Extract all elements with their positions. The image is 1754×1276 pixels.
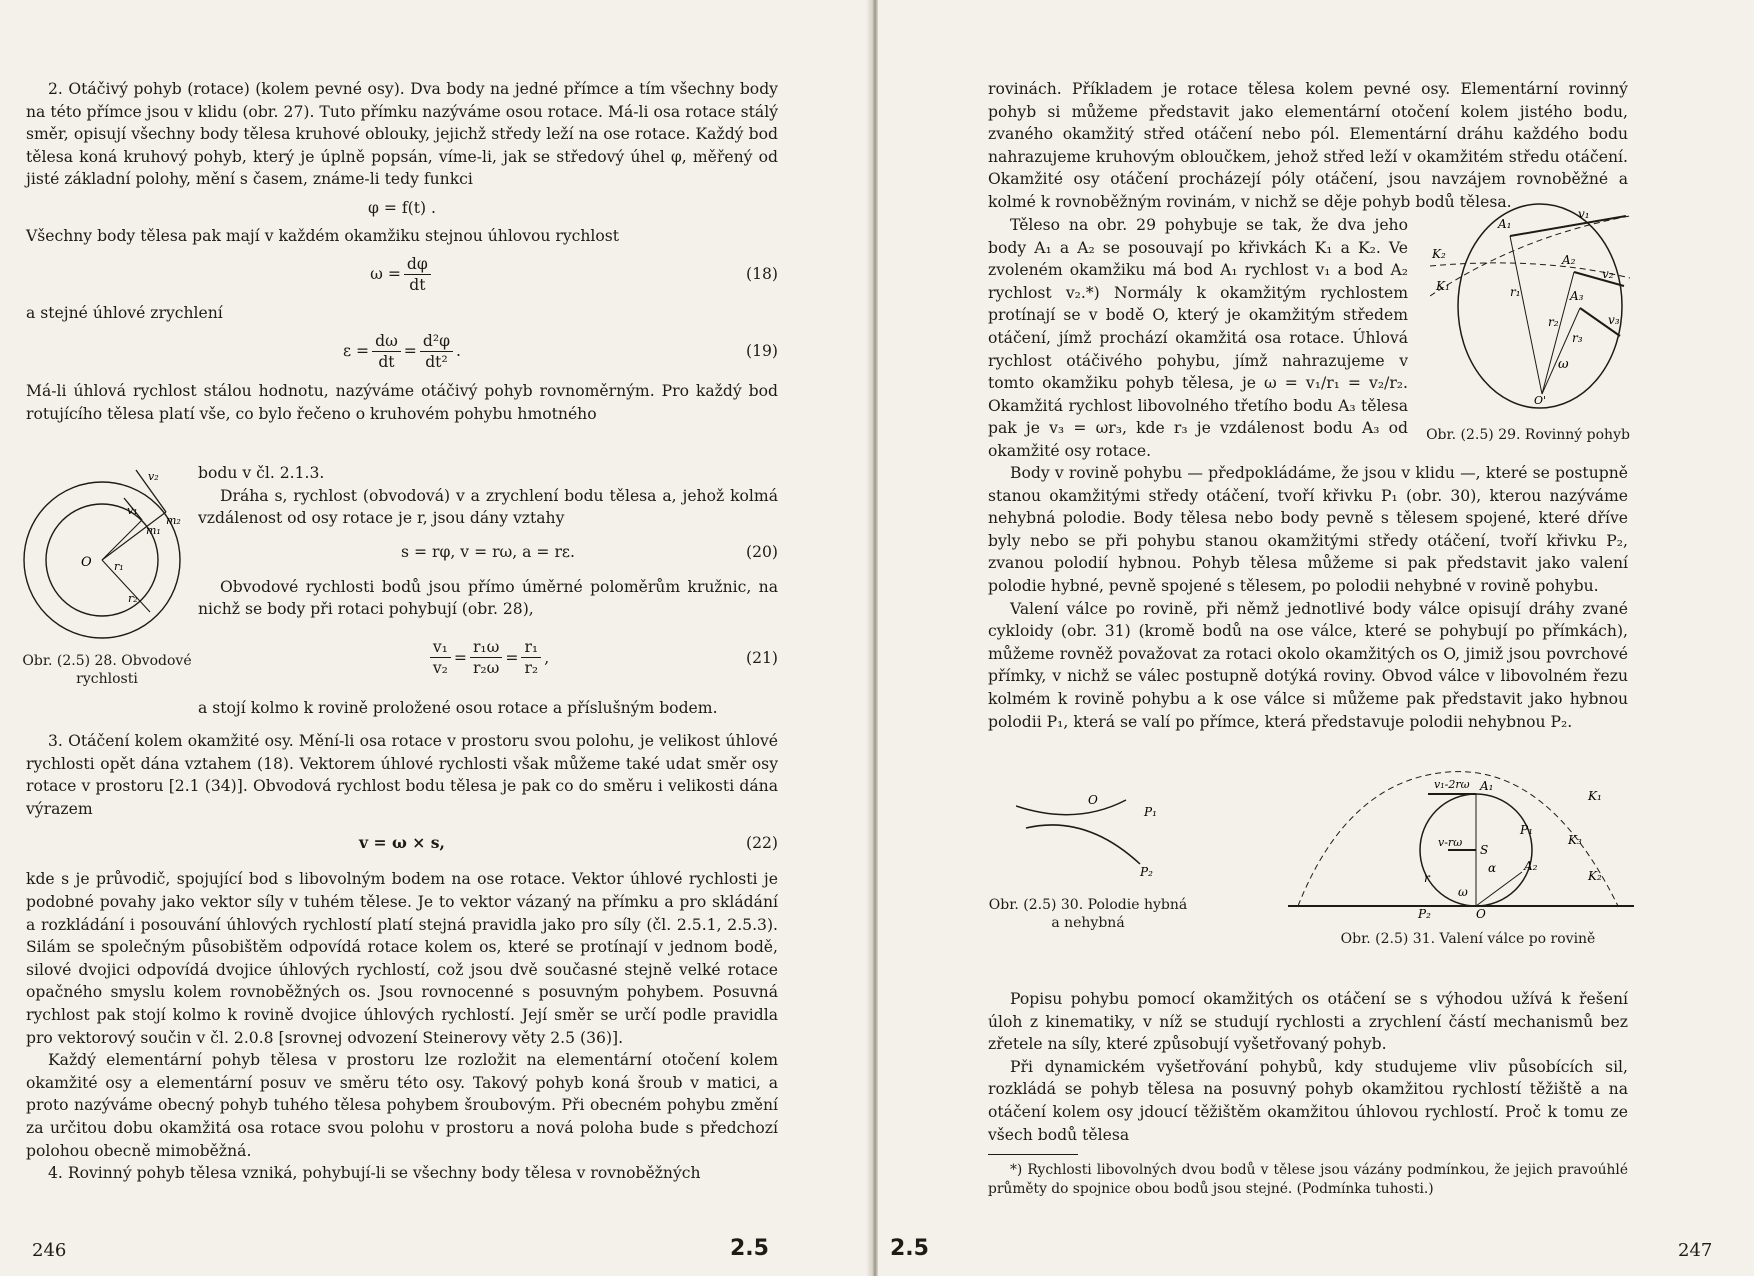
- fig28-label-r2: r₂: [128, 592, 138, 605]
- figure-28-caption: Obr. (2.5) 28. Obvodové rychlosti: [22, 653, 192, 687]
- fig29-label-a1: A₁: [1498, 217, 1512, 231]
- eq19-den2: dt²: [425, 352, 448, 371]
- paragraph-perp: a stojí kolmo k rovině proložené osou rotace a příslušným bodem.: [198, 698, 718, 717]
- eq18-fraction: [404, 254, 431, 295]
- equation-21: [198, 633, 778, 683]
- fig31-label-k2: K₂: [1588, 869, 1602, 883]
- eq19-den1: dt: [378, 352, 395, 371]
- paragraph-planar: 4. Rovinný pohyb tělesa vzniká, pohybují-li se všechny body tělesa v rovnoběžných: [48, 1164, 701, 1183]
- fig31-label-alpha: α: [1488, 861, 1497, 875]
- eq19-equals: =: [403, 341, 417, 360]
- footnote-rule: [988, 1154, 1078, 1155]
- equation-20: [198, 540, 778, 566]
- eq19-num2: d²φ: [420, 331, 453, 352]
- eq19-fraction-1: [372, 331, 401, 372]
- equation-18: [26, 252, 778, 298]
- fig31-label-p2: P₂: [1418, 907, 1431, 920]
- fig28-label-v2: v₂: [148, 470, 159, 483]
- eq19-label: (19): [745, 341, 778, 360]
- fig29-label-r3: r₃: [1572, 331, 1583, 345]
- figure-30-diagram: [1016, 786, 1166, 886]
- fig29-label-omega: ω: [1558, 357, 1569, 372]
- equation-phi: [26, 195, 778, 221]
- figure-28-diagram: [14, 462, 194, 642]
- fig29-label-a3: A₃: [1570, 289, 1584, 303]
- fig29-radius-r1: [1510, 236, 1542, 394]
- fig31-label-a1: A₁: [1480, 779, 1494, 793]
- fig29-vel-v2: [1574, 272, 1624, 286]
- fig29-label-v3: v₃: [1608, 313, 1620, 327]
- left-text-block-bottom: [26, 730, 778, 1185]
- eq18-den: dt: [409, 276, 426, 295]
- page-number-right: 247: [1678, 1240, 1713, 1261]
- eq21-d2: r₂ω: [472, 659, 500, 678]
- fig31-label-a2: A₂: [1524, 859, 1538, 873]
- paragraph-screw: Každý elementární pohyb tělesa v prostoru lze rozložit na elementární otočení kolem okamžité osy a elementární posuv ve směru této osy. Takový pohyb koná šroub v matici, a proto nazýváme obecný pohyb tuhého tělesa pohybem šroubovým. Při obecném pohybu změní za určitou dobu okamžitá osa rotace svou polohu v prostoru a nová poloha bude s předchozí polohou obecně mimoběžná.: [26, 1051, 778, 1160]
- fig31-label-omega: ω: [1458, 885, 1468, 899]
- eq21-n3: r₁: [521, 637, 541, 658]
- eq21-equals-1: =: [453, 648, 467, 667]
- fig29-body-ellipse: [1458, 204, 1622, 408]
- eq21-fraction-3: [521, 637, 541, 678]
- eq19-fraction-2: [420, 331, 453, 372]
- fig29-label-v2: v₂: [1602, 267, 1614, 281]
- paragraph-dynamic: Při dynamickém vyšetřování pohybů, kdy studujeme vliv působících sil, rozkládá se pohyb tělesa na posuvný pohyb okamžitou rychlostí těžiště a na otáčení kolem osy jdoucí těžištěm okamžitou úhlovou rychlostí. Proč k tomu ze všech bodů tělesa: [988, 1057, 1628, 1144]
- fig29-label-k2: K₂: [1432, 247, 1446, 261]
- left-page: [0, 0, 872, 1276]
- right-text-block-bottom: [988, 988, 1628, 1199]
- eq21-label: (21): [745, 648, 778, 667]
- paragraph-uniform-cont: bodu v čl. 2.1.3.: [198, 464, 325, 482]
- fig30-curve-p2: [1026, 825, 1140, 864]
- figure-30-caption: Obr. (2.5) 30. Polodie hybná a nehybná: [988, 897, 1188, 931]
- fig31-label-k3: K₃: [1568, 833, 1582, 847]
- figure-31-diagram: [1288, 760, 1634, 920]
- fig29-vel-v1: [1510, 216, 1626, 236]
- fig31-label-r: r: [1424, 871, 1430, 885]
- left-text-block-top: [26, 78, 778, 425]
- eq21-fraction-1: [430, 637, 451, 678]
- fig30-label-o: O: [1088, 793, 1098, 807]
- paragraph-vector: kde s je průvodič, spojující bod s libovolným bodem na ose rotace. Vektor úhlové rychlosti je podobné povahy jako vektor síly v tuhém tělese. Je to vektor vázaný na přímku a pro skládání a rozkládání i posouvání úhlových rychlostí platí stejná pravidla jako pro síly (čl. 2.5.1, 2.5.3). Silám se společným působištěm odpovídá rotace kolem os, které se protínají v jednom bodě, silové dvojici odpovídá dvojice úhlových rychlostí, což jsou dvě současné stejně velké rotace opačného smyslu kolem rovnoběžných os. Jsou rovnocenné s posuvným pohybem. Posuvná rychlost pak stojí kolmo k rovině dvojice úhlových rychlostí. Její směr se určí podle pravidla pro vektorový součin v čl. 2.0.8 [srovnej odvození Steinerovy věty 2.5 (36)].: [26, 870, 778, 1047]
- fig29-label-r1: r₁: [1510, 285, 1521, 299]
- paragraph-planar-cont: rovinách. Příkladem je rotace tělesa kolem pevné osy. Elementární rovinný pohyb si můžeme představit jako elementární otočení kolem jistého bodu, zvaného okamžitý střed otáčení nebo pól. Elementární dráhu každého bodu nahrazujeme kruhovým obloučkem, jehož střed leží v okamžitém středu otáčení. Okamžité osy otáčení procházejí póly otáčení, jsou navzájem rovnoběžné a kolmé k rovnoběžným rovinám, v nichž se děje pohyb bodů tělesa.: [988, 80, 1628, 211]
- eq22-label: (22): [745, 834, 778, 853]
- fig28-radius-r2: [102, 560, 150, 612]
- eq19-num1: dω: [372, 331, 401, 352]
- section-mark-right: 2.5: [890, 1236, 929, 1261]
- eq21-equals-2: =: [505, 648, 519, 667]
- fig31-label-o: O: [1476, 907, 1486, 920]
- equation-19: [26, 328, 778, 374]
- right-text-block-middle: [988, 462, 1628, 733]
- paragraph-instant: 3. Otáčení kolem okamžité osy. Mění-li osa rotace v prostoru svou polohu, je velikost úhlové rychlosti opět dána vztahem (18). Vektorem úhlové rychlosti však můžeme také udat směr osy rotace v prostoru [2.1 (34)]. Obvodová rychlost bodu tělesa je pak co do směru i velikosti dána výrazem: [26, 732, 778, 818]
- eq21-n2: r₁ω: [470, 637, 502, 658]
- paragraph-uniform: Má-li úhlová rychlost stálou hodnotu, nazýváme otáčivý pohyb rovnoměrným. Pro každý bod rotujícího tělesa platí vše, co bylo řečeno o kruhovém pohybu hmotného: [26, 382, 778, 423]
- fig29-curve-k2: [1430, 263, 1630, 278]
- fig30-curve-p1: [1016, 800, 1126, 815]
- section-mark-left: 2.5: [730, 1236, 769, 1261]
- paragraph-rotation: 2. Otáčivý pohyb (rotace) (kolem pevné osy). Dva body na jedné přímce a tím všechny body na této přímce jsou v klidu (obr. 27). Tuto přímku nazýváme osou rotace. Má-li osa rotace stálý směr, opisují všechny body tělesa kruhové oblouky, jejichž středy leží na ose rotace. Každý bod tělesa koná kruhový pohyb, který je úplně popsán, víme-li, jak se středový úhel φ, měřený od jisté základní polohy, mění s časem, známe-li tedy funkci: [26, 80, 778, 189]
- fig31-label-v2rw: v₁-2rω: [1434, 778, 1470, 791]
- eq21-n1: v₁: [430, 637, 451, 658]
- figure-29-caption: Obr. (2.5) 29. Rovinný pohyb: [1426, 427, 1630, 443]
- page-number-left: 246: [32, 1240, 67, 1261]
- paragraph-cylinder: Valení válce po rovině, při němž jednotlivé body válce opisují dráhy zvané cykloidy (obr. 31) (kromě bodů na ose válce, které se pohybují po přímkách), můžeme rovněž považovat za rotaci okolo okamžitých os O, jimiž jsou povrchové přímky, v nichž se válec postupně dotýká roviny. Obvod válce v libovolném řezu kolmém k rovině pohybu a k ose válce si můžeme pak představit jako hybnou polodii P₁, která se valí po přímce, která představuje polodii nehybnou P₂.: [988, 599, 1628, 731]
- eq18-label: (18): [745, 265, 778, 284]
- equation-phi-text: φ = f(t) .: [367, 198, 437, 217]
- fig31-label-vrw: v-rω: [1438, 836, 1463, 849]
- right-text-beside-fig29: [988, 214, 1408, 463]
- eq18-num: dφ: [404, 254, 431, 275]
- fig31-label-s: S: [1480, 843, 1489, 857]
- eq22-text: v = ω × s,: [359, 833, 445, 853]
- eq21-fraction-2: [470, 637, 502, 678]
- paragraph-body29: Těleso na obr. 29 pohybuje se tak, že dva jeho body A₁ a A₂ se posouvají po křivkách K₁ a K₂. Ve zvoleném okamžiku má bod A₁ rychlost v₁ a bod A₂ rychlost v₂.*) Normály k okamžitým rychlostem protínají se v bodě O, který je okamžitým středem otáčení, jímž prochází okamžitá osa rotace. Úhlová rychlost otáčivého pohybu, jímž nahrazujeme v tomto okamžiku pohyb tělesa, je ω = v₁/r₁ = v₂/r₂. Okamžitá rychlost libovolného třetího bodu A₃ tělesa pak je v₃ = ωr₃, kde r₃ je vzdálenost bodu A₃ od okamžité osy rotace.: [988, 216, 1408, 460]
- eq20-text: s = rφ, v = rω, a = rε.: [401, 543, 575, 562]
- right-page: [878, 0, 1754, 1276]
- paragraph-omega-intro: Všechny body tělesa pak mají v každém okamžiku stejnou úhlovou rychlost: [26, 226, 620, 245]
- fig31-label-k1: K₁: [1588, 789, 1602, 803]
- paragraph-path: Dráha s, rychlost (obvodová) v a zrychlení bodu tělesa a, jehož kolmá vzdálenost od osy rotace je r, jsou dány vztahy: [198, 486, 778, 528]
- eq21-tail: ,: [544, 648, 550, 667]
- eq21-d3: r₂: [524, 659, 539, 678]
- fig28-label-o: O: [81, 555, 92, 570]
- fig30-label-p1: P₁: [1144, 805, 1157, 819]
- left-text-beside-figure: [198, 462, 778, 720]
- fig30-label-p2: P₂: [1140, 865, 1153, 879]
- eq19-tail: .: [456, 341, 461, 360]
- fig29-label-a2: A₂: [1562, 253, 1576, 267]
- eq18-lhs: ω =: [370, 265, 401, 284]
- paragraph-kinematics: Popisu pohybu pomocí okamžitých os otáčení se s výhodou užívá k řešení úloh z kinematiky, v níž se studují rychlosti a zrychlení částí mechanismů bez zřetele na síly, které způsobují vyšetřovaný pohyb.: [988, 990, 1628, 1054]
- fig29-label-v1: v₁: [1578, 207, 1590, 221]
- footnote: *) Rychlosti libovolných dvou bodů v tělese jsou vázány podmínkou, že jejich pravoúhlé průměty do spojnice obou bodů jsou stejné. (Podmínka tuhosti.): [988, 1162, 1628, 1198]
- eq20-label: (20): [745, 543, 778, 562]
- paragraph-circ: Obvodové rychlosti bodů jsou přímo úměrné poloměrům kružnic, na nichž se body při rotaci pohybují (obr. 28),: [198, 577, 778, 619]
- eq21-d1: v₂: [432, 659, 448, 678]
- figure-29-diagram: [1430, 196, 1630, 416]
- paragraph-eps-intro: a stejné úhlové zrychlení: [26, 303, 223, 322]
- right-text-block-top: [988, 78, 1628, 214]
- fig31-label-p1: P₁: [1520, 823, 1533, 837]
- fig29-label-o: O': [1534, 394, 1547, 407]
- figure-31-caption: Obr. (2.5) 31. Valení válce po rovině: [1340, 931, 1596, 947]
- fig28-label-r1: r₁: [114, 560, 124, 573]
- eq19-lhs: ε =: [342, 341, 370, 360]
- fig28-label-m2: m₂: [166, 514, 181, 527]
- fig29-label-r2: r₂: [1548, 315, 1559, 329]
- paragraph-polodes: Body v rovině pohybu — předpokládáme, že jsou v klidu —, které se postupně stanou okamžitými středy otáčení, tvoří křivku P₁ (obr. 30), kterou nazýváme nehybná polodie. Body tělesa nebo body pevně s tělesem spojené, které dříve byly nebo se při pohybu stanou okamžitými středy otáčení, tvoří křivku P₂, zvanou polodií hybnou. Pohyb tělesa můžeme si pak představit jako valení polodie hybné, pevně spojené s tělesem, po polodii nehybné v rovině pohybu.: [988, 464, 1628, 595]
- fig28-radius-1: [102, 520, 142, 560]
- fig29-label-k1: K₁: [1436, 279, 1450, 293]
- equation-22: [26, 830, 778, 856]
- fig28-label-m1: m₁: [146, 524, 161, 537]
- fig28-label-v1: v₁: [127, 504, 138, 517]
